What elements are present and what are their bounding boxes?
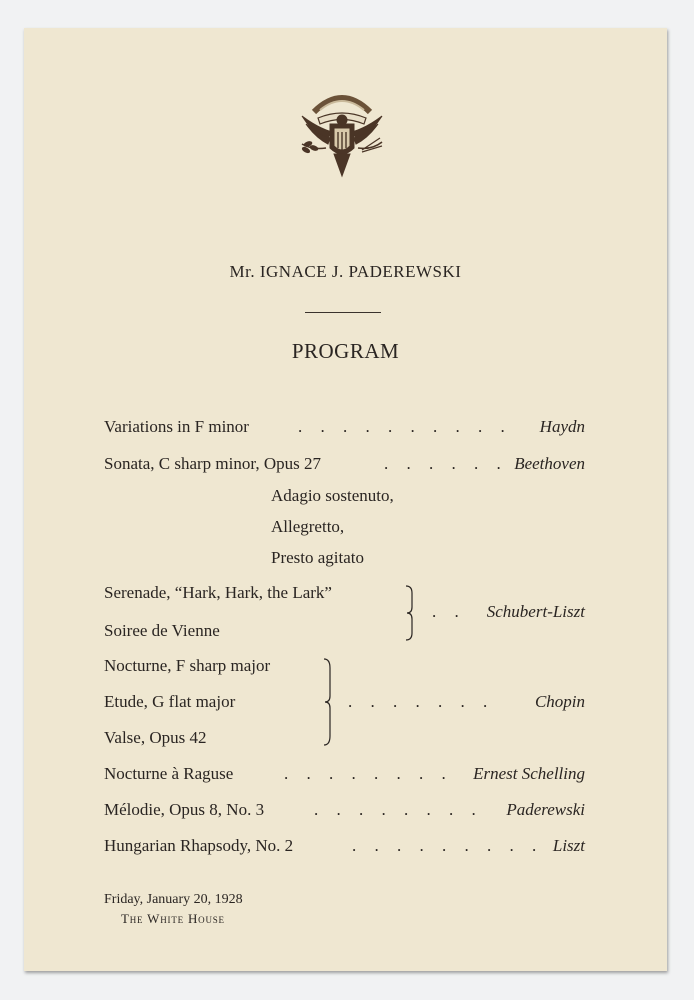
program-work: Soiree de Vienne <box>104 621 220 640</box>
program-work: Nocturne à Raguse <box>104 764 234 783</box>
program-composer: Chopin <box>534 692 585 711</box>
brace-icon <box>322 658 332 746</box>
program-work: Mélodie, Opus 8, No. 3 <box>104 800 265 819</box>
program-composer: Liszt <box>552 836 585 855</box>
dot-leader: . . . . . . . . . <box>352 836 544 855</box>
program-composer: Haydn <box>539 417 585 436</box>
event-venue: The White House <box>121 911 225 926</box>
program-composer: Beethoven <box>514 454 585 473</box>
program-movement: Adagio sostenuto, <box>271 486 394 505</box>
event-date: Friday, January 20, 1928 <box>104 892 243 907</box>
program-title: PROGRAM <box>291 339 400 363</box>
program-work: Etude, G flat major <box>104 692 236 711</box>
program-movement: Presto agitato <box>271 548 365 567</box>
program-work: Sonata, C sharp minor, Opus 27 <box>104 454 321 473</box>
dot-leader: . . . . . . . <box>348 692 495 711</box>
program-work: Serenade, “Hark, Hark, the Lark” <box>104 583 332 602</box>
program-composer: Schubert-Liszt <box>486 602 585 621</box>
presidential-seal-icon <box>292 88 392 184</box>
program-work: Hungarian Rhapsody, No. 2 <box>104 836 294 855</box>
program-composer: Ernest Schelling <box>473 764 585 783</box>
dot-leader: . . . . . . <box>384 454 508 473</box>
dot-leader: . . . . . . . . <box>314 800 483 819</box>
brace-icon <box>404 585 414 641</box>
title-divider <box>305 312 381 313</box>
program-work: Valse, Opus 42 <box>104 728 207 747</box>
program-composer: Paderewski <box>506 800 585 819</box>
program-work: Nocturne, F sharp major <box>104 656 271 675</box>
dot-leader: . . <box>432 602 466 621</box>
dot-leader: . . . . . . . . . . <box>298 417 512 436</box>
dot-leader: . . . . . . . . <box>284 764 453 783</box>
performer-name: Mr. IGNACE J. PADEREWSKI <box>229 262 462 281</box>
program-work: Variations in F minor <box>104 417 249 436</box>
program-movement: Allegretto, <box>271 517 345 536</box>
